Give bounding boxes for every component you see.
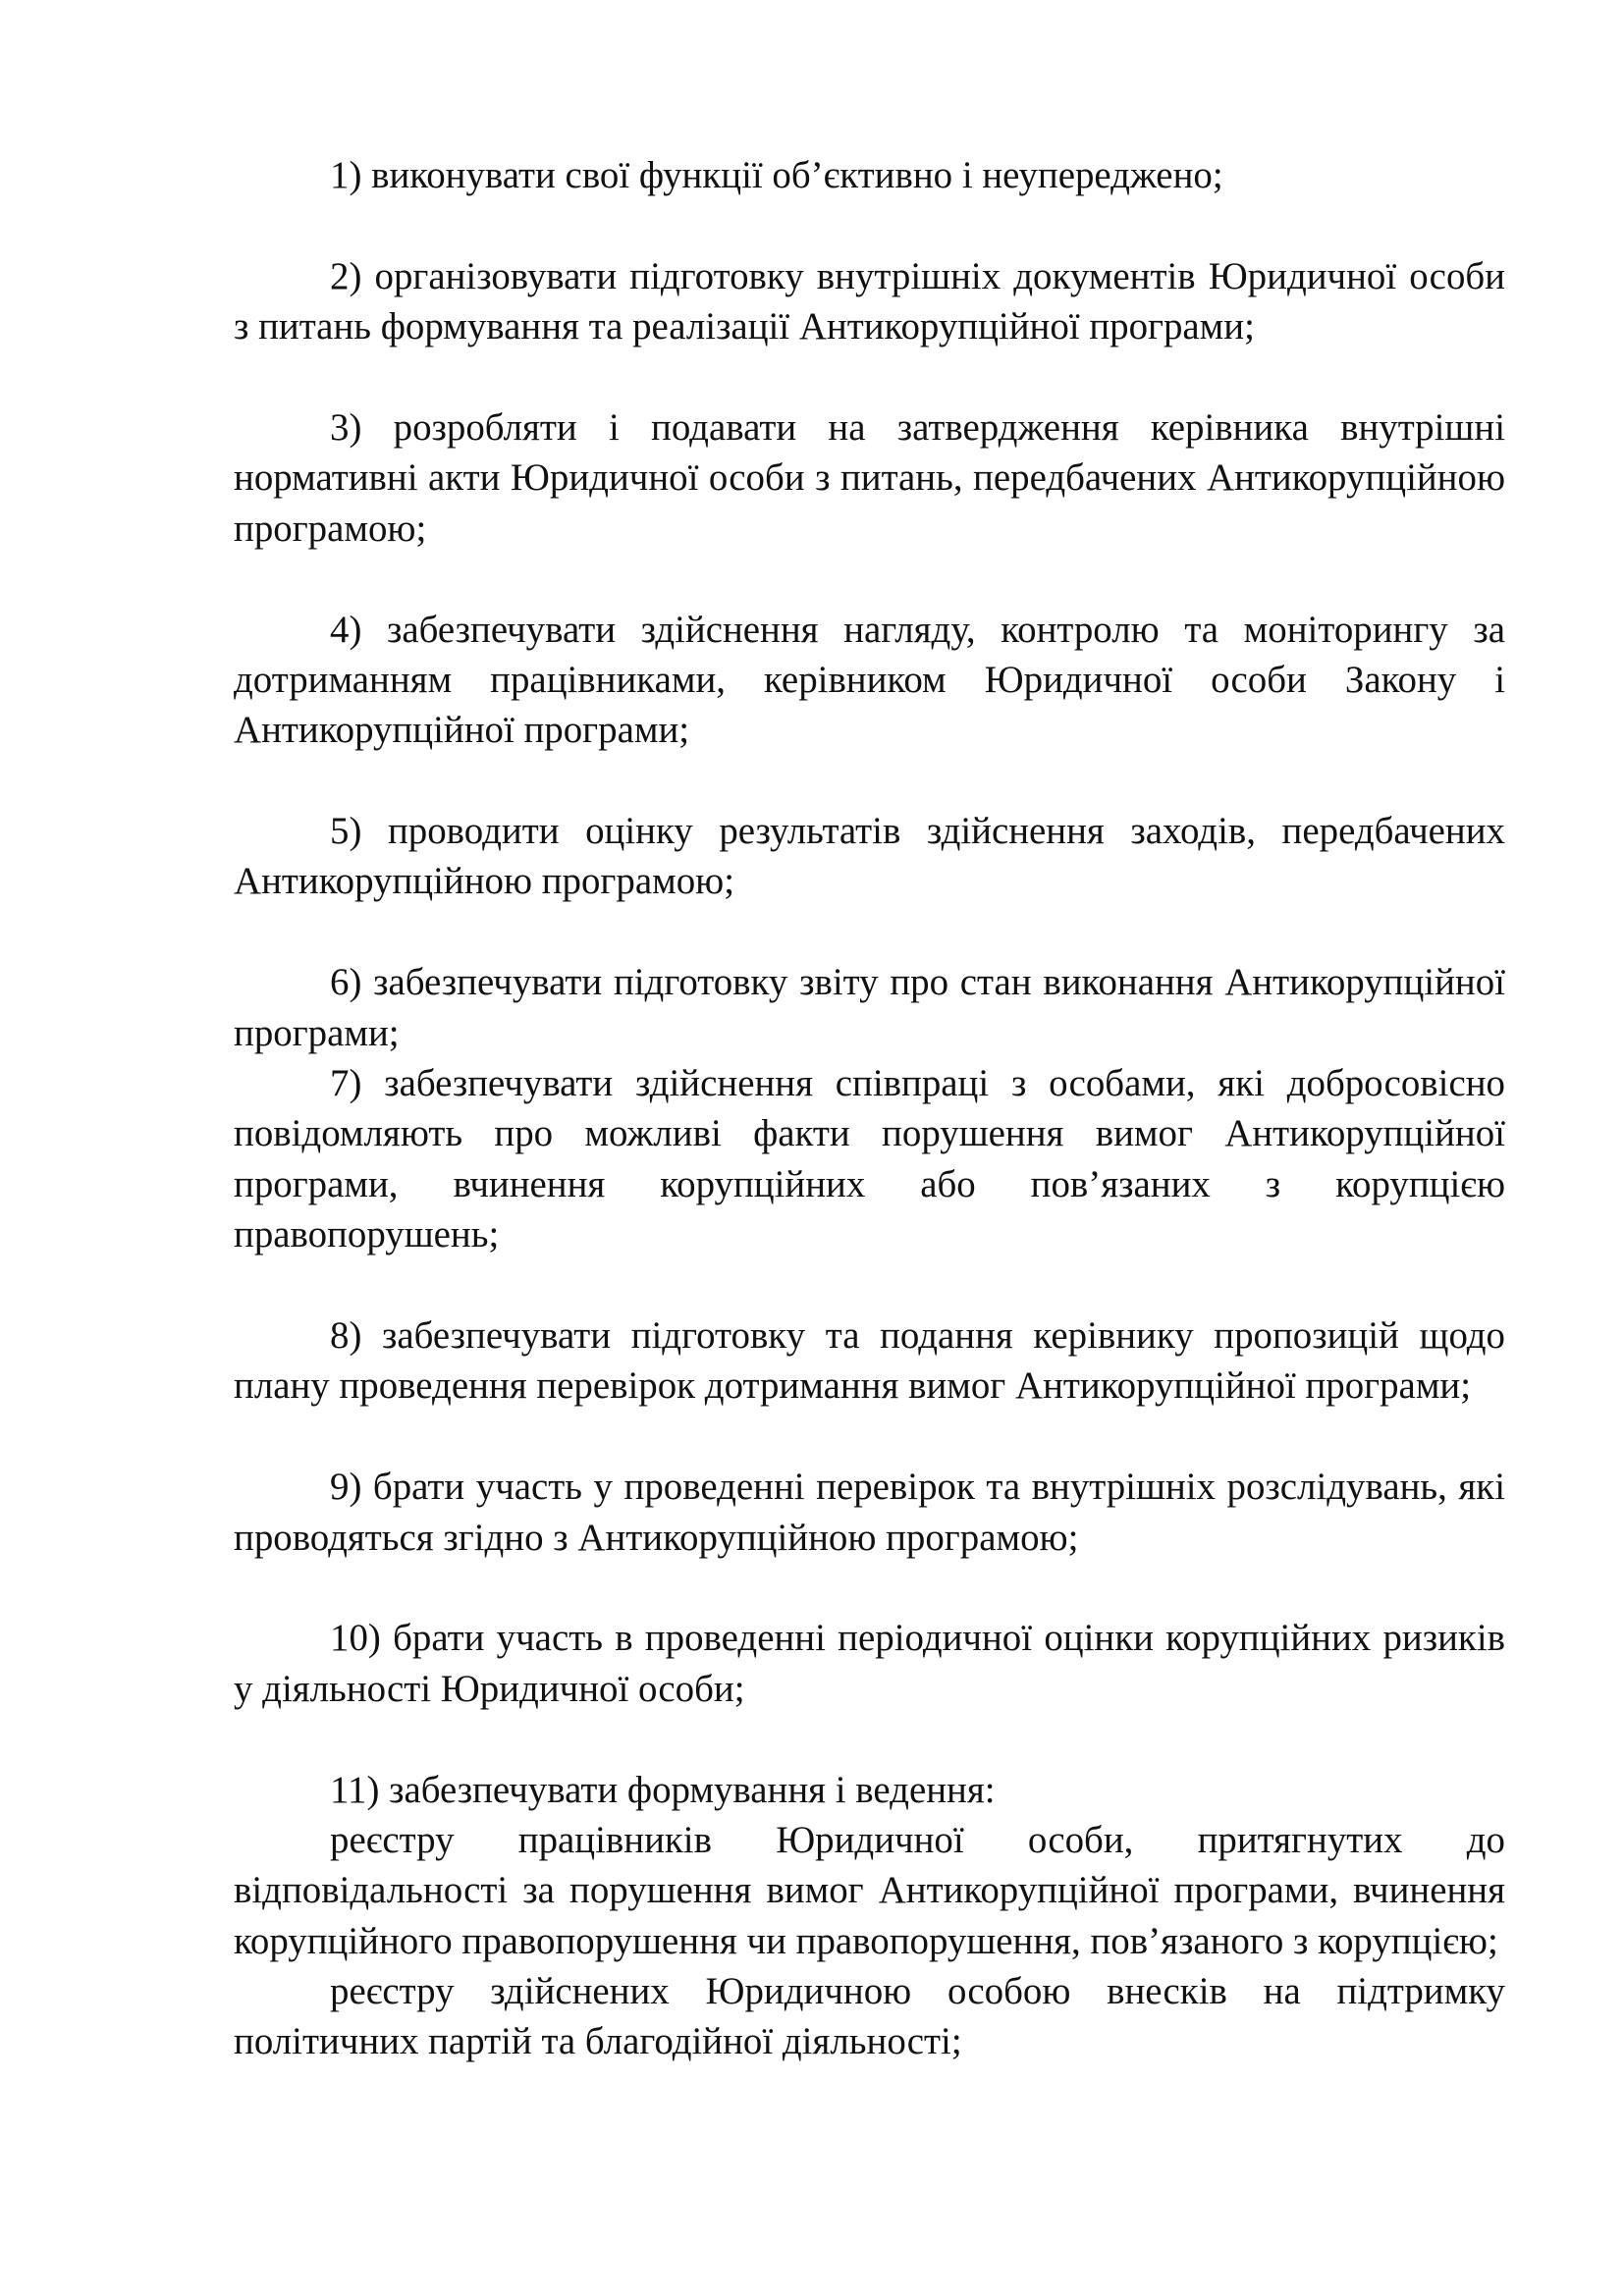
paragraph-duty-5	[234, 806, 1505, 907]
blank-line	[234, 352, 1505, 402]
paragraph-duty-10	[234, 1613, 1505, 1714]
paragraph-duty-9	[234, 1462, 1505, 1563]
paragraph-line: реєстру працівників Юридичної особи, притягнутих до	[330, 1818, 1505, 1861]
paragraph-line: корупційного правопорушення чи правопорушення, пов’язаного з корупцією;	[234, 1919, 1498, 1962]
paragraph-line: програмою;	[234, 507, 427, 550]
paragraph-line: 5) проводити оцінку результатів здійснення заходів, передбачених	[330, 810, 1505, 853]
paragraph-registry-employees	[234, 1815, 1505, 1966]
paragraph-line: 9) брати участь у проведенні перевірок та внутрішніх розслідувань, які	[330, 1466, 1505, 1509]
paragraph-line: 3) розробляти і подавати на затвердження керівника внутрішні	[330, 405, 1505, 449]
paragraph-registry-contributions	[234, 1966, 1505, 2067]
blank-line	[234, 756, 1505, 806]
blank-line	[234, 1714, 1505, 1764]
paragraph-line: 11) забезпечувати формування і ведення:	[330, 1768, 996, 1811]
paragraph-duty-3	[234, 402, 1505, 554]
paragraph-line: Антикорупційної програми;	[234, 709, 690, 752]
paragraph-line: 8) забезпечувати підготовку та подання керівнику пропозицій щодо	[330, 1313, 1505, 1357]
paragraph-duty-8	[234, 1310, 1505, 1412]
paragraph-line: політичних партій та благодійної діяльності;	[234, 2020, 962, 2063]
blank-line	[234, 907, 1505, 957]
paragraph-line: з питань формування та реалізації Антикорупційної програми;	[234, 305, 1255, 348]
paragraph-line: у діяльності Юридичної особи;	[234, 1667, 745, 1710]
paragraph-line: реєстру здійснених Юридичною особою внесків на підтримку	[330, 1970, 1505, 2013]
paragraph-line: повідомляють про можливі факти порушення вимог Антикорупційної	[234, 1112, 1505, 1155]
paragraph-duty-2	[234, 251, 1505, 352]
paragraph-line: дотриманням працівниками, керівником Юридичної особи Закону і	[234, 658, 1505, 701]
paragraph-duty-7	[234, 1058, 1505, 1260]
blank-line	[234, 200, 1505, 250]
paragraph-line: правопорушень;	[234, 1213, 500, 1256]
document-body	[234, 150, 1505, 2067]
paragraph-line: 2) організовувати підготовку внутрішніх документів Юридичної особи	[330, 254, 1505, 297]
paragraph-line: програми, вчинення корупційних або пов’язаних з корупцією	[234, 1162, 1505, 1205]
paragraph-line: програми;	[234, 1011, 400, 1054]
blank-line	[234, 554, 1505, 604]
paragraph-line: 1) виконувати свої функції об’єктивно і неупереджено;	[330, 154, 1223, 196]
paragraph-line: плану проведення перевірок дотримання вимог Антикорупційної програми;	[234, 1364, 1472, 1408]
paragraph-line: відповідальності за порушення вимог Антикорупційної програми, вчинення	[234, 1869, 1505, 1912]
paragraph-line: нормативні акти Юридичної особи з питань, передбачених Антикорупційною	[234, 456, 1505, 500]
paragraph-line: проводяться згідно з Антикорупційною програмою;	[234, 1516, 1079, 1559]
paragraph-duty-1	[234, 150, 1505, 200]
blank-line	[234, 1563, 1505, 1613]
paragraph-line: 6) забезпечувати підготовку звіту про стан виконання Антикорупційної	[330, 961, 1505, 1004]
paragraph-duty-11	[234, 1765, 1505, 1815]
blank-line	[234, 1412, 1505, 1462]
paragraph-duty-4	[234, 605, 1505, 756]
paragraph-duty-6	[234, 957, 1505, 1058]
paragraph-line: 10) брати участь в проведенні періодичної оцінки корупційних ризиків	[330, 1617, 1505, 1660]
blank-line	[234, 1260, 1505, 1310]
paragraph-line: 4) забезпечувати здійснення нагляду, контролю та моніторингу за	[330, 608, 1505, 651]
paragraph-line: 7) забезпечувати здійснення співпраці з особами, які добросовісно	[330, 1062, 1505, 1105]
paragraph-line: Антикорупційною програмою;	[234, 860, 735, 903]
